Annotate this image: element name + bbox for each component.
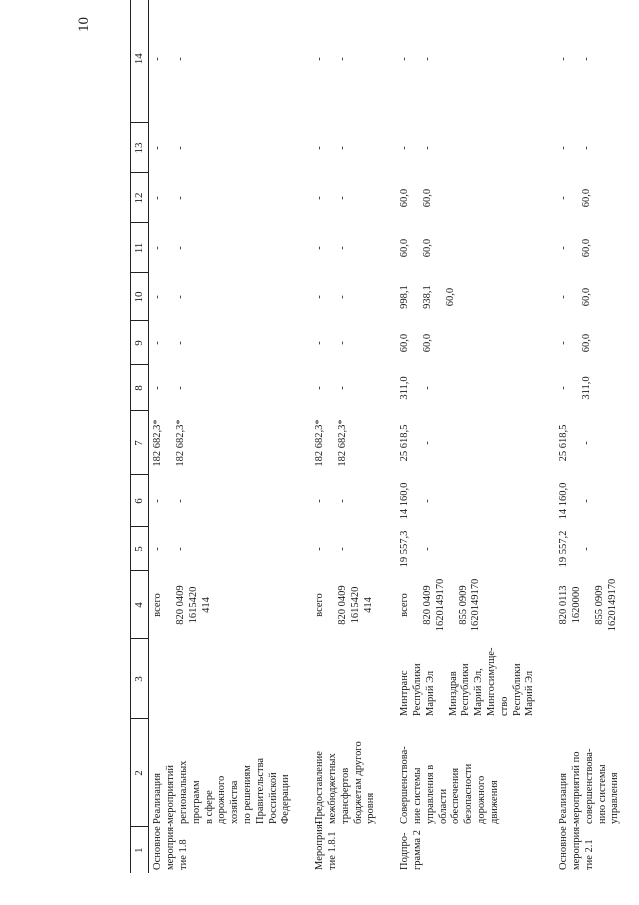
cell-col-1 <box>381 827 540 873</box>
cell-value: - <box>421 441 433 445</box>
cell-value: - <box>175 341 187 345</box>
cell-value: - <box>175 499 187 503</box>
cell-line: всего <box>399 593 411 617</box>
cell-value: - <box>336 341 348 345</box>
cell-line: всего <box>314 593 326 617</box>
budget-table <box>130 0 625 873</box>
cell-line: 855 0909 <box>457 585 469 625</box>
cell-line: Минздрав <box>447 671 459 716</box>
cell-col-9 <box>149 321 296 365</box>
cell-line: мероприя- <box>165 823 177 870</box>
cell-value: 60,0 <box>399 188 411 208</box>
cell-value: - <box>580 146 592 150</box>
cell-line: тие 1.8.1 <box>326 831 338 870</box>
cell-line: Реализация <box>558 773 570 824</box>
cell-value: - <box>314 196 326 200</box>
budget-table-page <box>130 45 634 873</box>
cell-line: мероприя- <box>570 823 582 870</box>
cell-value: 60,0 <box>580 188 592 208</box>
cell-line: грамма 2 <box>411 830 423 870</box>
cell-value: 60,0 <box>421 333 433 353</box>
cell-line: Республики <box>411 663 423 716</box>
cell-line: Минтранс <box>399 670 411 716</box>
cell-line: тие 1.8 <box>178 839 189 870</box>
cell-col-6 <box>149 475 296 527</box>
cell-line: Российской <box>267 772 279 824</box>
cell-value: - <box>314 146 326 150</box>
cell-line: тие 2.1 <box>583 839 595 870</box>
cell-value: - <box>175 146 187 150</box>
cell-line: Мингосимуще- <box>485 647 497 716</box>
cell-line: Мероприя- <box>314 820 326 870</box>
cell-value: - <box>175 246 187 250</box>
cell-value: - <box>421 146 433 150</box>
cell-value: - <box>558 196 570 200</box>
cell-value: - <box>152 499 164 503</box>
cell-col-8 <box>296 365 381 411</box>
column-header-9: 9 <box>131 321 149 365</box>
cell-value: - <box>421 57 433 61</box>
cell-col-5 <box>296 527 381 571</box>
cell-col-7 <box>540 411 625 475</box>
cell-col-2 <box>149 719 296 827</box>
cell-col-13 <box>381 123 540 173</box>
cell-value: - <box>580 441 592 445</box>
cell-value: 182 682,3* <box>336 419 348 467</box>
cell-value: - <box>175 386 187 390</box>
column-header-3: 3 <box>131 639 149 719</box>
cell-line: всего <box>152 593 164 617</box>
table-row <box>381 0 540 873</box>
cell-line: Марий Эл, <box>473 668 485 716</box>
cell-col-10 <box>381 273 540 321</box>
cell-line: хозяйства <box>229 780 241 824</box>
cell-value: - <box>152 57 164 61</box>
cell-col-13 <box>296 123 381 173</box>
cell-col-14 <box>149 0 296 123</box>
cell-line: мероприятий <box>165 765 177 824</box>
cell-value: - <box>336 547 348 551</box>
cell-line: 855 0909 <box>593 585 605 625</box>
cell-col-3 <box>149 639 296 719</box>
cell-col-4 <box>149 571 296 639</box>
cell-value: 14 160,0 <box>558 482 570 520</box>
cell-value: 60,0 <box>421 238 433 258</box>
cell-line: 414 <box>200 597 212 613</box>
cell-col-10 <box>296 273 381 321</box>
cell-value: - <box>175 57 187 61</box>
cell-value: 182 682,3* <box>175 419 187 467</box>
column-header-5: 5 <box>131 527 149 571</box>
page-number: 10 <box>76 17 92 32</box>
cell-col-14 <box>540 0 625 123</box>
cell-line: совершенствова- <box>583 748 595 824</box>
cell-col-9 <box>381 321 540 365</box>
cell-value: - <box>336 386 348 390</box>
cell-line: 1620149170 <box>434 578 446 632</box>
cell-value: - <box>558 246 570 250</box>
cell-value: - <box>152 386 164 390</box>
cell-value: - <box>152 295 164 299</box>
cell-value: 311,0 <box>580 376 592 400</box>
cell-col-11 <box>296 223 381 273</box>
cell-line: обеспечения <box>450 767 462 824</box>
cell-col-9 <box>540 321 625 365</box>
cell-col-8 <box>540 365 625 411</box>
cell-value: - <box>314 499 326 503</box>
cell-line: 414 <box>362 597 374 613</box>
cell-value: - <box>580 499 592 503</box>
cell-line: движения <box>488 780 500 824</box>
cell-value: 19 557,3 <box>399 530 411 568</box>
cell-value: 60,0 <box>580 333 592 353</box>
cell-line: 1615420 <box>349 586 361 624</box>
cell-col-8 <box>149 365 296 411</box>
cell-col-2 <box>381 719 540 827</box>
cell-line: области <box>437 788 449 824</box>
column-header-12: 12 <box>131 173 149 223</box>
cell-line: в сфере <box>203 790 215 824</box>
cell-col-14 <box>381 0 540 123</box>
cell-line: Республики <box>460 663 472 716</box>
cell-value: - <box>399 57 411 61</box>
cell-line: 820 0113 <box>558 585 570 625</box>
column-header-2: 2 <box>131 719 149 827</box>
cell-line: Основное <box>152 826 164 870</box>
cell-value: 14 160,0 <box>399 482 411 520</box>
cell-col-1 <box>149 823 296 873</box>
cell-line: Марий Эл <box>524 670 536 716</box>
cell-line: 1620149170 <box>606 578 618 632</box>
cell-value: - <box>580 547 592 551</box>
cell-col-12 <box>149 173 296 223</box>
cell-col-8 <box>381 365 540 411</box>
table-row <box>540 0 625 873</box>
cell-value: - <box>336 146 348 150</box>
cell-line: Подпро- <box>399 832 411 870</box>
header-row <box>131 0 149 873</box>
cell-col-11 <box>540 223 625 273</box>
column-header-7: 7 <box>131 411 149 475</box>
cell-value: - <box>421 499 433 503</box>
cell-line: ство <box>498 696 510 716</box>
cell-line: 1615420 <box>188 586 199 624</box>
cell-line: Совершенствова- <box>399 746 411 824</box>
cell-line: Основное <box>558 826 570 870</box>
cell-value: 60,0 <box>399 333 411 353</box>
cell-col-10 <box>149 273 296 321</box>
cell-value: 19 557,2 <box>558 530 570 568</box>
cell-col-3 <box>540 639 625 719</box>
cell-value: - <box>580 57 592 61</box>
column-header-11: 11 <box>131 223 149 273</box>
cell-line: Предоставление <box>314 751 326 824</box>
column-header-1: 1 <box>131 827 149 873</box>
cell-value: - <box>152 146 164 150</box>
cell-col-7 <box>149 411 296 475</box>
column-header-14: 14 <box>131 0 149 123</box>
cell-line: бюджетам другого <box>352 741 364 824</box>
cell-col-4 <box>381 571 540 639</box>
cell-line: управления <box>609 772 621 824</box>
cell-value: - <box>421 547 433 551</box>
cell-value: - <box>558 386 570 390</box>
column-header-4: 4 <box>131 571 149 639</box>
cell-col-6 <box>540 475 625 527</box>
cell-col-3 <box>381 639 540 719</box>
cell-value: 25 618,5 <box>558 424 570 462</box>
cell-line: 1620149170 <box>470 578 482 632</box>
cell-value: - <box>175 196 187 200</box>
cell-value: 60,0 <box>421 188 433 208</box>
cell-value: - <box>336 57 348 61</box>
cell-line: 1620000 <box>570 586 582 624</box>
cell-value: 25 618,5 <box>399 424 411 462</box>
cell-value: - <box>558 146 570 150</box>
cell-line: 820 0409 <box>336 585 348 625</box>
cell-line: мероприятий по <box>570 751 582 824</box>
cell-col-9 <box>296 321 381 365</box>
cell-value: - <box>152 196 164 200</box>
cell-line: по решениям <box>241 765 253 824</box>
cell-value: - <box>152 547 164 551</box>
cell-value: - <box>175 547 187 551</box>
cell-value: - <box>558 295 570 299</box>
cell-col-4 <box>540 571 625 639</box>
cell-line: Реализация <box>152 773 164 824</box>
cell-col-1 <box>296 820 381 873</box>
cell-line: 820 0409 <box>175 585 187 625</box>
cell-value: - <box>558 341 570 345</box>
cell-value: 938,1 <box>421 285 433 309</box>
cell-value: - <box>152 246 164 250</box>
cell-value: - <box>314 246 326 250</box>
cell-value: 182 682,3* <box>152 419 164 467</box>
table-row <box>149 0 296 873</box>
cell-line: Республики <box>511 663 523 716</box>
table-row <box>296 0 381 873</box>
cell-line: уровня <box>365 792 377 824</box>
cell-col-2 <box>296 719 381 827</box>
cell-col-2 <box>540 719 625 827</box>
cell-line: межбюджетных <box>326 753 338 824</box>
cell-line: 820 0409 <box>421 585 433 625</box>
cell-col-12 <box>540 173 625 223</box>
cell-col-6 <box>296 475 381 527</box>
cell-value: - <box>314 386 326 390</box>
cell-col-11 <box>381 223 540 273</box>
cell-col-6 <box>381 475 540 527</box>
cell-line: нию системы <box>596 764 608 824</box>
cell-line: управления в <box>424 764 436 824</box>
cell-line: Марий Эл <box>424 670 436 716</box>
cell-value: - <box>314 341 326 345</box>
cell-line: ние системы <box>411 767 423 824</box>
cell-value: - <box>336 499 348 503</box>
cell-line: безопасности <box>463 763 475 824</box>
cell-line: трансфертов <box>339 767 351 824</box>
cell-col-5 <box>149 527 296 571</box>
cell-value: - <box>558 57 570 61</box>
cell-value: - <box>336 246 348 250</box>
cell-value: 60,0 <box>399 238 411 258</box>
cell-value: - <box>336 295 348 299</box>
cell-col-12 <box>381 173 540 223</box>
cell-value: - <box>336 196 348 200</box>
cell-line: региональных <box>178 760 189 824</box>
cell-line: Правительства <box>254 757 266 824</box>
cell-col-14 <box>296 0 381 123</box>
cell-value: - <box>314 295 326 299</box>
cell-value: - <box>314 57 326 61</box>
cell-value: - <box>314 547 326 551</box>
cell-value: - <box>152 341 164 345</box>
cell-line: дорожного <box>216 775 228 824</box>
cell-col-7 <box>296 411 381 475</box>
cell-col-12 <box>296 173 381 223</box>
cell-value: 998,1 <box>399 285 411 309</box>
cell-col-5 <box>540 527 625 571</box>
cell-value: 60,0 <box>580 238 592 258</box>
cell-col-13 <box>540 123 625 173</box>
cell-value: - <box>399 146 411 150</box>
cell-value: - <box>175 295 187 299</box>
column-header-13: 13 <box>131 123 149 173</box>
cell-value: 60,0 <box>580 287 592 307</box>
cell-col-11 <box>149 223 296 273</box>
cell-value: 311,0 <box>399 376 411 400</box>
cell-value: 182 682,3* <box>314 419 326 467</box>
cell-col-3 <box>296 639 381 719</box>
column-header-8: 8 <box>131 365 149 411</box>
cell-col-1 <box>540 823 625 873</box>
cell-col-13 <box>149 123 296 173</box>
cell-col-10 <box>540 273 625 321</box>
column-header-6: 6 <box>131 475 149 527</box>
cell-line: дорожного <box>475 775 487 824</box>
cell-col-7 <box>381 411 540 475</box>
cell-value: - <box>421 386 433 390</box>
column-header-10: 10 <box>131 273 149 321</box>
cell-col-5 <box>381 527 540 571</box>
cell-line: программ <box>190 780 202 824</box>
cell-line: Федерации <box>280 774 292 824</box>
cell-col-4 <box>296 571 381 639</box>
cell-value: 60,0 <box>444 287 456 307</box>
